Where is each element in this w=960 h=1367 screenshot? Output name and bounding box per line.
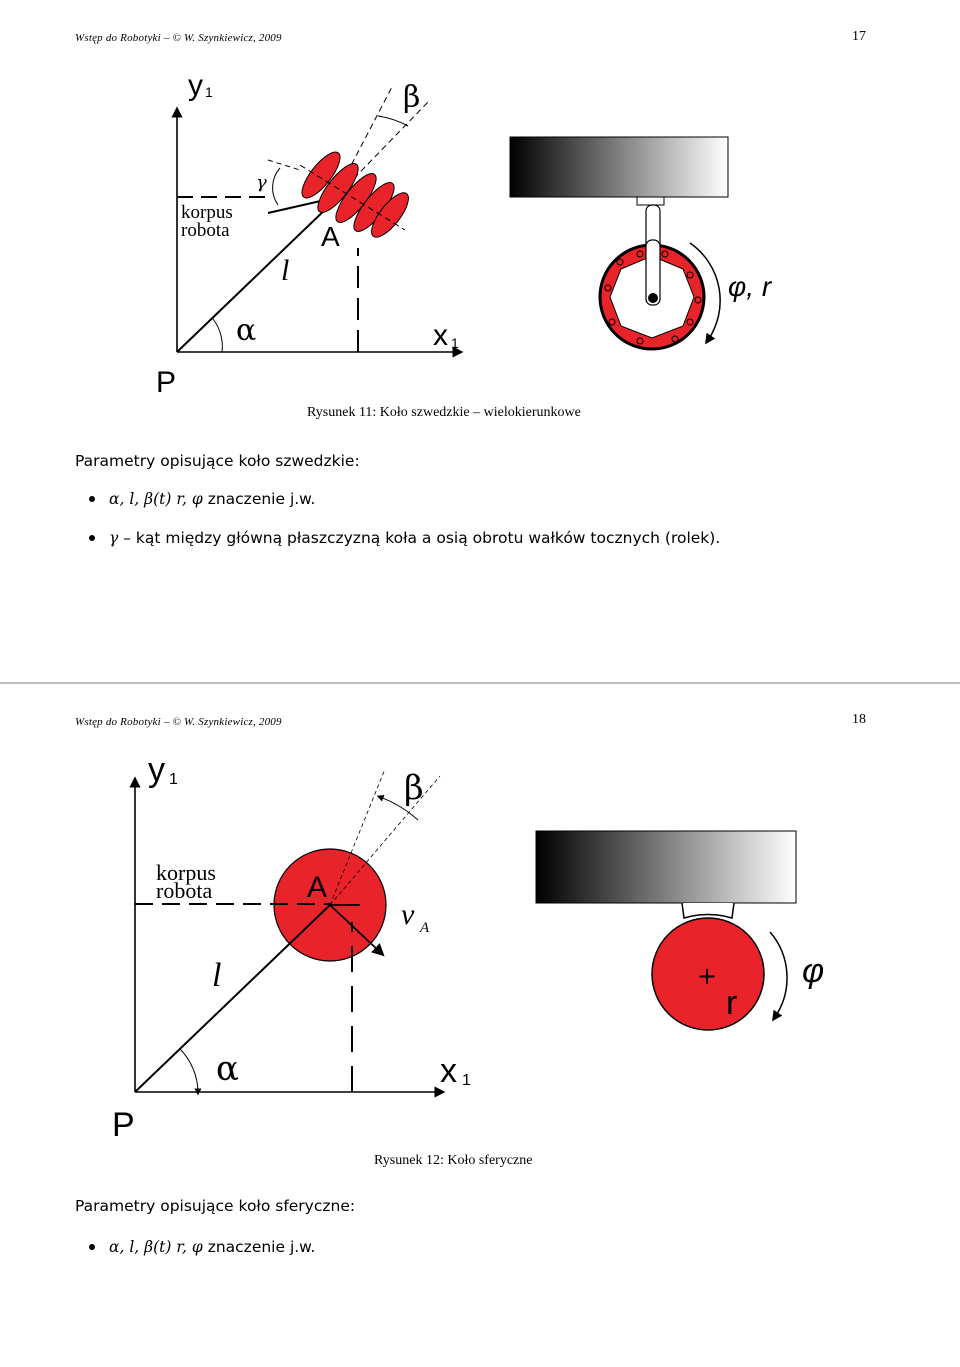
params-title: Parametry opisujące koło sferyczne: — [75, 1197, 356, 1215]
robot-body-block — [536, 831, 796, 903]
swedish-wheel-figure — [0, 0, 960, 683]
y-axis-label: y — [148, 751, 165, 789]
page-18 — [0, 684, 960, 1367]
spherical-wheel-figure — [0, 684, 960, 1367]
mount-bracket — [637, 197, 664, 205]
velocity-sub: A — [420, 920, 430, 936]
body-label-2: robota — [156, 878, 213, 903]
origin-label: P — [156, 366, 177, 399]
bullet-math: γ — [109, 529, 119, 547]
wheel-mount — [682, 903, 734, 918]
bullet-text: – kąt między główną płaszczyzną koła a osią obrotu wałków tocznych (rolek). — [123, 529, 721, 547]
radius-label: r — [726, 984, 738, 1022]
bullet-item — [89, 1238, 315, 1256]
body-label-1: korpus — [181, 202, 233, 223]
beta-label: β — [403, 80, 421, 115]
x-axis-sub: 1 — [451, 335, 459, 351]
origin-label: P — [112, 1106, 135, 1144]
alpha-arc — [213, 319, 222, 352]
bullet-text: znaczenie j.w. — [207, 490, 316, 508]
length-label: l — [281, 254, 290, 287]
gamma-line-2 — [268, 160, 300, 170]
gamma-label: γ — [256, 172, 267, 193]
point-label: A — [321, 221, 340, 252]
beta-arc — [378, 116, 408, 126]
y-axis-sub: 1 — [205, 84, 213, 100]
header-author: W. Szynkiewicz, 2009 — [184, 716, 282, 728]
x-axis-label: x — [433, 319, 448, 352]
swedish-wheel-rollers — [296, 147, 415, 243]
y-axis-label: y — [188, 69, 203, 102]
bullet-item — [89, 490, 315, 508]
rotation-label: φ, r — [728, 271, 772, 302]
length-label: l — [212, 957, 222, 994]
alpha-arc — [180, 1049, 198, 1092]
bullet-item — [89, 529, 720, 547]
x-axis-label: x — [440, 1052, 457, 1090]
bullet-dot — [89, 496, 95, 502]
point-label: A — [307, 871, 328, 904]
figure-caption: Rysunek 12: Koło sferyczne — [374, 1153, 533, 1168]
center-mark: + — [697, 962, 718, 990]
bullet-dot — [89, 1244, 95, 1250]
alpha-label: α — [236, 313, 257, 348]
page-number: 18 — [852, 712, 866, 727]
header-title: Wstęp do Robotyki — [75, 32, 161, 44]
bullet-dot — [89, 535, 95, 541]
running-header: Wstęp do Robotyki – © W. Szynkiewicz, 2009 — [75, 716, 282, 728]
bullet-text: znaczenie j.w. — [207, 1238, 316, 1256]
body-label-2: robota — [181, 220, 230, 241]
figure-caption: Rysunek 11: Koło szwedzkie – wielokierunkowe — [307, 405, 581, 420]
velocity-label: v — [401, 898, 415, 931]
wheel-axle-point — [648, 293, 658, 303]
page-number: 17 — [852, 29, 866, 44]
rotation-arrow — [770, 932, 787, 1017]
body-label-1: korpus — [156, 860, 216, 885]
beta-label: β — [404, 768, 424, 808]
gamma-arc — [273, 168, 280, 205]
header-title: Wstęp do Robotyki — [75, 716, 161, 728]
header-author: W. Szynkiewicz, 2009 — [184, 32, 282, 44]
bullet-math: α, l, β(t) r, φ — [109, 490, 203, 508]
y-axis-sub: 1 — [169, 771, 178, 788]
robot-body-block — [510, 137, 728, 197]
bullet-math: α, l, β(t) r, φ — [109, 1238, 203, 1256]
page-17 — [0, 0, 960, 683]
header-copyright: © — [172, 32, 182, 44]
running-header: Wstęp do Robotyki – © W. Szynkiewicz, 2009 — [75, 32, 282, 44]
alpha-label: α — [216, 1049, 239, 1089]
params-title: Parametry opisujące koło szwedzkie: — [75, 452, 360, 470]
header-copyright: © — [172, 716, 182, 728]
x-axis-sub: 1 — [462, 1072, 471, 1089]
rotation-label: φ — [802, 952, 825, 990]
